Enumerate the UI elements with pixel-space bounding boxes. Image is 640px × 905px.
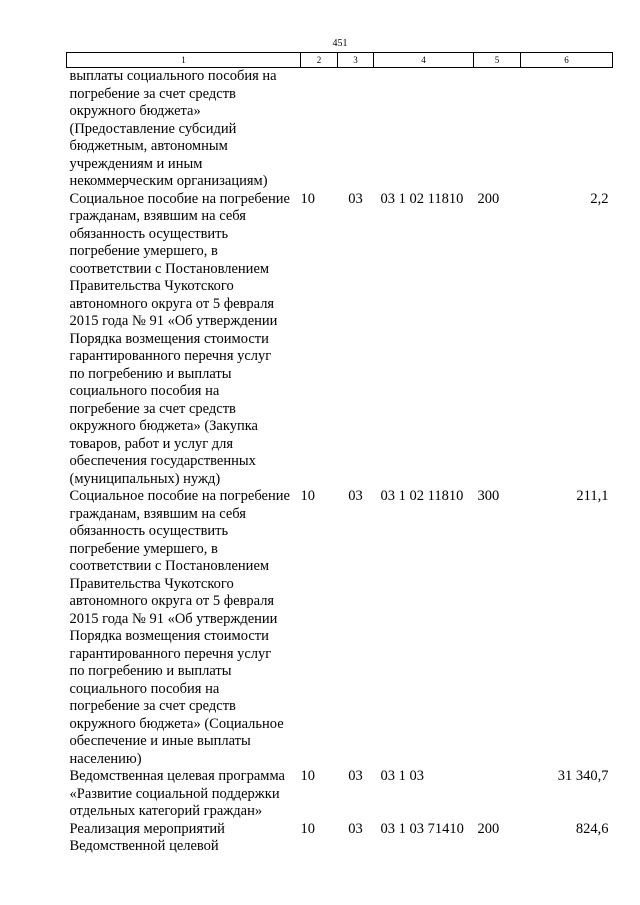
row-subsection: 03 [348,488,363,504]
row-name: Социальное пособие на погребение гражданам, взявшим на себя обязанность осуществить погребение умершего, в соответствии с Постановлением Правительства Чукотского автономного округа от 5 февраля 2015 года № 91 «Об утверждении Порядка возмещения стоимости гарантированного перечня услуг по погребению и выплаты социального пособия на погребение за счет средств окружного бюджета» (Социальное обеспечение и иные выплаты населению) [69,488,290,767]
table-row [67,68,613,191]
row-amount: 824,6 [575,820,609,837]
table-row [67,488,613,768]
row-vr: 300 [477,488,500,504]
header-col-6: 6 [521,53,613,68]
header-col-1: 1 [67,53,301,68]
row-subsection: 03 [348,190,363,207]
table-row [67,821,613,856]
row-vr: 200 [477,190,500,207]
row-csr: 03 1 03 71410 [380,820,464,837]
row-name: выплаты социального пособия на погребение за счет средств окружного бюджета» (Предоставление субсидий бюджетным, автономным учреждениям и иным некоммерческим организациям) [69,68,277,189]
row-section: 10 [300,820,315,837]
row-name: Ведомственная целевая программа «Развитие социальной поддержки отдельных категорий граждан» [69,768,285,819]
row-subsection: 03 [348,820,363,837]
header-col-4: 4 [374,53,474,68]
row-csr: 03 1 02 11810 [380,488,464,504]
row-amount: 2,2 [590,190,609,207]
budget-table [66,52,613,856]
row-amount: 211,1 [576,488,609,504]
page-number: 451 [332,38,348,49]
header-col-2: 2 [301,53,338,68]
header-col-5: 5 [474,53,521,68]
table-row [67,768,613,821]
row-vr [474,768,521,821]
row-name: Социальное пособие на погребение гражданам, взявшим на себя обязанность осуществить погребение умершего, в соответствии с Постановлением Правительства Чукотского автономного округа от 5 февраля 2015 года № 91 «Об утверждении Порядка возмещения стоимости гарантированного перечня услуг по погребению и выплаты социального пособия на погребение за счет средств окружного бюджета» (Закупка товаров, работ и услуг для обеспечения государственных (муниципальных) нужд) [69,190,290,487]
row-subsection: 03 [348,768,363,784]
row-section: 10 [300,190,315,207]
row-vr: 200 [477,820,500,837]
row-amount [521,68,613,191]
row-csr [374,68,474,191]
table-row [67,191,613,489]
header-col-3: 3 [338,53,374,68]
row-vr [474,68,521,191]
row-section: 10 [300,488,315,504]
row-subsection [338,68,374,191]
row-section: 10 [300,768,315,784]
row-csr: 03 1 03 [380,768,424,784]
row-name: Реализация мероприятий Ведомственной целевой [69,820,225,854]
row-section [301,68,338,191]
row-csr: 03 1 02 11810 [380,190,464,207]
row-amount: 31 340,7 [557,768,609,784]
table-header [67,53,613,68]
